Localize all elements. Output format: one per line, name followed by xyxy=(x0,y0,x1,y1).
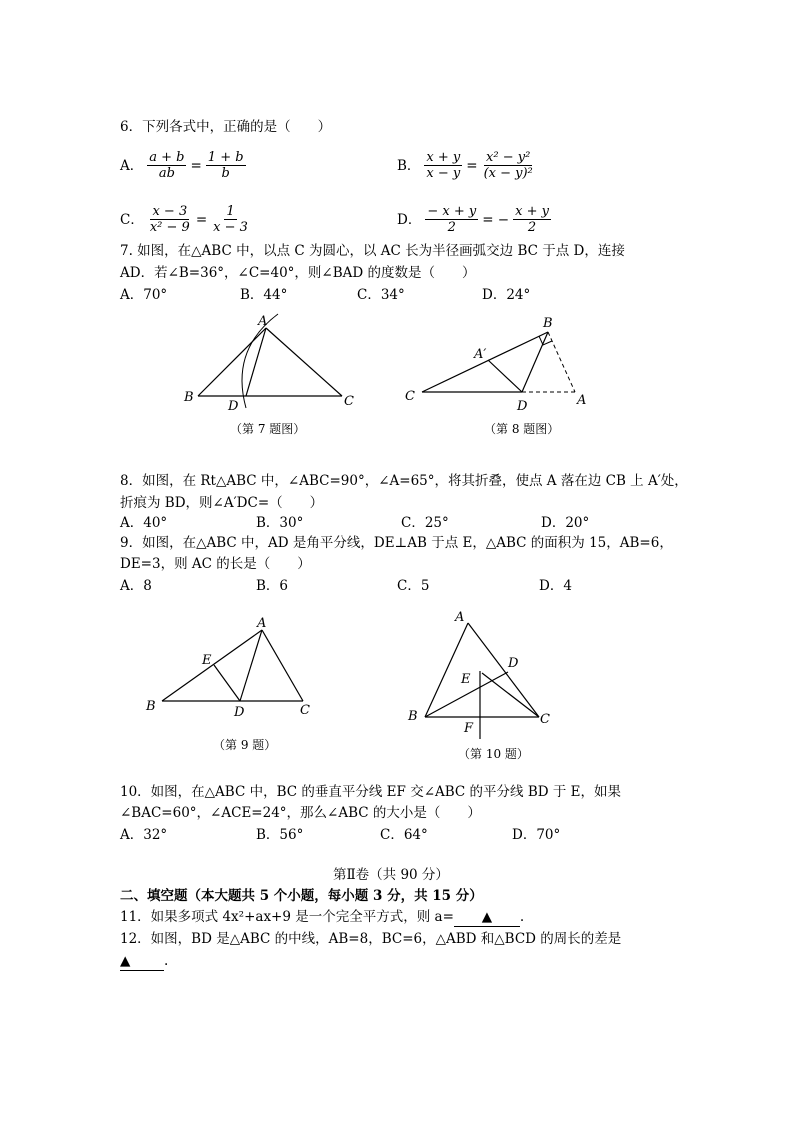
option-label: C． xyxy=(120,211,144,228)
q7-option-d[interactable]: D．24° xyxy=(482,287,531,303)
figure-7 xyxy=(170,310,370,415)
label-e: E xyxy=(461,672,471,687)
q10-option-a[interactable]: A．32° xyxy=(120,827,168,843)
q9-option-b[interactable]: B．6 xyxy=(256,578,289,594)
q10-option-b[interactable]: B．56° xyxy=(256,827,304,843)
q7-option-b[interactable]: B．44° xyxy=(240,287,288,303)
figure-8-caption: （第 8 题图） xyxy=(484,422,560,436)
q6-option-d[interactable]: D． $\frac{- x + y}{2}$ = − $\frac{x + y}{2}$ xyxy=(397,204,549,235)
fraction: $\frac{x - 3}{\text{x² − 9}}$ xyxy=(149,204,190,235)
fraction: $\frac{x + y}{x - y}$ xyxy=(426,150,461,181)
q10-option-c[interactable]: C．64° xyxy=(380,827,428,843)
segment-ac xyxy=(262,630,303,701)
q10-line2: ∠BAC=60°，∠ACE=24°，那么∠ABC 的大小是（ ） xyxy=(120,805,481,821)
label-a: A xyxy=(258,314,268,329)
q7-line2: AD．若∠B=36°，∠C=40°，则∠BAD 的度数是（ ） xyxy=(120,265,476,281)
option-label: A． xyxy=(120,157,144,174)
q11-text: 11．如果多项式 4x²+ax+9 是一个完全平方式，则 a= xyxy=(120,909,454,925)
q8-option-b[interactable]: B．30° xyxy=(256,515,304,531)
q9-option-d[interactable]: D．4 xyxy=(539,578,572,594)
q8-option-c[interactable]: C．25° xyxy=(401,515,449,531)
q11-answer-blank[interactable] xyxy=(454,908,520,927)
label-a: A xyxy=(455,610,465,625)
segment-ac xyxy=(468,623,539,717)
option-label: B． xyxy=(397,157,421,174)
figure-8 xyxy=(400,312,600,412)
label-c: C xyxy=(405,389,415,404)
q6-stem: 6．下列各式中，正确的是（ ） xyxy=(120,119,332,135)
q9-option-c[interactable]: C．5 xyxy=(397,578,430,594)
segment-da1 xyxy=(488,360,522,392)
label-c: C xyxy=(300,703,310,718)
q7-option-a[interactable]: A．70° xyxy=(120,287,168,303)
fraction: $\frac{\text{x² − y²}}{\text{(x − y)²}}$ xyxy=(483,150,533,181)
q6-option-a[interactable]: A． $\frac{a + b}{ab}$ = $\frac{1 + b}{b}$ xyxy=(120,150,244,181)
q8-line1: 8．如图，在 Rt△ABC 中，∠ABC=90°，∠A=65°，将其折叠，使点 A 落在边 CB 上 A′处， xyxy=(120,473,688,489)
label-d: D xyxy=(234,705,245,720)
option-label: D． xyxy=(397,211,422,228)
label-d: D xyxy=(517,399,528,412)
fraction: $\frac{a + b}{ab}$ xyxy=(149,150,185,181)
part2-title: 第Ⅱ卷（共 90 分） xyxy=(333,867,449,883)
triangle-icon: ▲ xyxy=(120,953,131,969)
q12-line2: ▲ . xyxy=(120,953,169,969)
segment-ad xyxy=(240,630,262,701)
segment-db xyxy=(522,332,548,392)
q10-line1: 10．如图，在△ABC 中，BC 的垂直平分线 EF 交∠ABC 的平分线 BD 于 E，如果 xyxy=(120,784,622,800)
label-f: F xyxy=(464,721,474,736)
figure-9-caption: （第 9 题） xyxy=(213,738,277,752)
q6-option-b[interactable]: B． $\frac{x + y}{x - y}$ = $\frac{\text{x² − y²}}{\text{(x − y)²}}$ xyxy=(397,150,533,181)
q12-line1: 12．如图，BD 是△ABC 的中线，AB=8，BC=6，△ABD 和△BCD 的周长的差是 xyxy=(120,931,622,947)
label-b: B xyxy=(408,709,418,724)
q8-line2: 折痕为 BD，则∠A′DC=（ ） xyxy=(120,495,324,511)
q12-answer-blank[interactable] xyxy=(120,952,164,971)
label-c: C xyxy=(540,712,550,727)
label-a: A xyxy=(257,616,267,631)
q6-option-c[interactable]: C． $\frac{x - 3}{\text{x² − 9}}$ = $\frac{1}{x - 3}$ xyxy=(120,204,248,235)
label-c: C xyxy=(344,394,354,409)
q8-option-d[interactable]: D．20° xyxy=(541,515,590,531)
label-d: D xyxy=(508,656,519,671)
fraction: $\frac{1 + b}{b}$ xyxy=(207,150,244,181)
label-b: B xyxy=(146,699,156,714)
figure-10-caption: （第 10 题） xyxy=(458,747,529,761)
section-heading: 二、填空题（本大题共 5 个小题，每小题 3 分，共 15 分） xyxy=(120,888,483,904)
q9-option-a[interactable]: A．8 xyxy=(120,578,152,594)
q7-option-c[interactable]: C．34° xyxy=(357,287,405,303)
segment-ba-dashed xyxy=(548,332,575,392)
label-a-prime: A′ xyxy=(474,347,487,362)
figure-7-caption: （第 7 题图） xyxy=(230,422,306,436)
fraction: $\frac{x + y}{2}$ xyxy=(515,204,549,235)
figure-9 xyxy=(140,612,330,722)
triangle-icon: ▲ xyxy=(481,909,493,925)
fraction: $\frac{- x + y}{2}$ xyxy=(427,204,477,235)
segment-de xyxy=(214,665,240,701)
segment-cb xyxy=(422,332,548,392)
label-b: B xyxy=(543,316,553,331)
label-e: E xyxy=(202,653,212,668)
label-b: B xyxy=(184,390,194,405)
fraction: $\frac{1}{x - 3}$ xyxy=(213,204,248,235)
q7-line1: 7. 如图，在△ABC 中，以点 C 为圆心，以 AC 长为半径画弧交边 BC 于点 D，连接 xyxy=(120,243,625,259)
segment-ab xyxy=(162,630,262,701)
label-a: A xyxy=(577,393,587,408)
figure-10 xyxy=(400,605,570,745)
segment-ab xyxy=(425,623,468,717)
label-d: D xyxy=(228,399,239,414)
q8-option-a[interactable]: A．40° xyxy=(120,515,168,531)
q9-line1: 9．如图，在△ABC 中，AD 是角平分线，DE⊥AB 于点 E，△ABC 的面积为 15，AB=6， xyxy=(120,535,673,551)
q9-line2: DE=3，则 AC 的长是（ ） xyxy=(120,556,311,572)
segment-ac xyxy=(266,328,342,396)
q10-option-d[interactable]: D．70° xyxy=(512,827,561,843)
q11: 11．如果多项式 4x²+ax+9 是一个完全平方式，则 a= ▲ . xyxy=(120,909,525,925)
